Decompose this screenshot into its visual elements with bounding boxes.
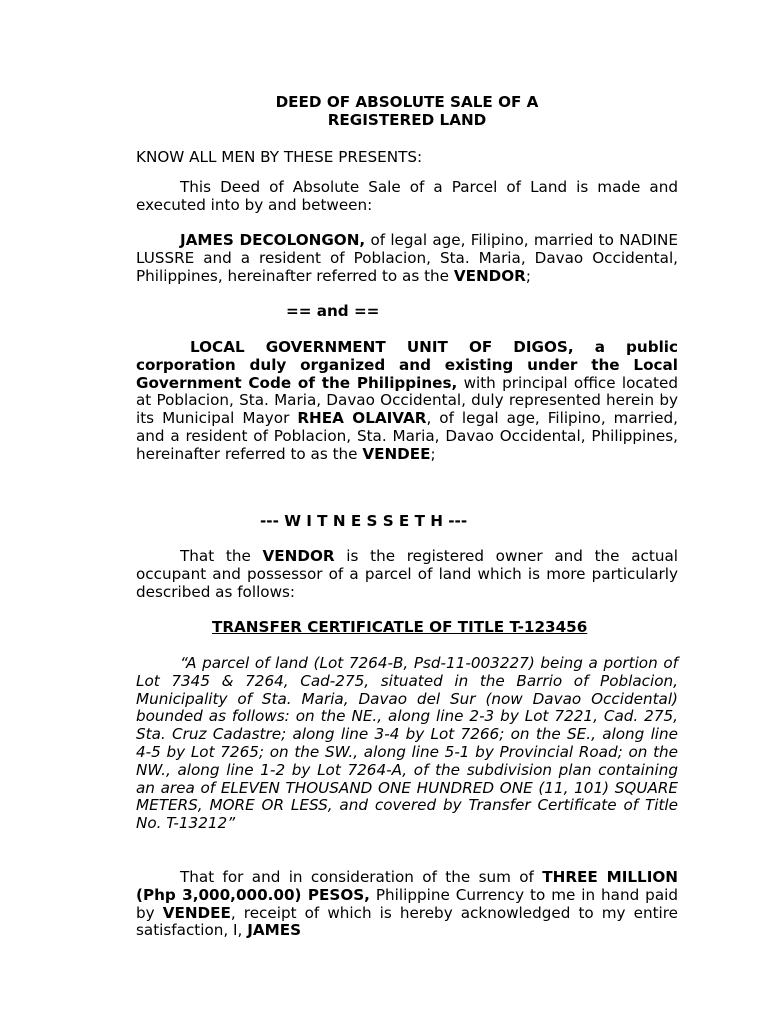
- and-separator-text: == and ==: [286, 302, 380, 320]
- vendee-paragraph: [136, 339, 678, 464]
- intro-paragraph: This Deed of Absolute Sale of a Parcel of Land is made and executed into by and between:: [136, 178, 678, 214]
- ownership-post: is the registered owner and the actual occupant and possessor of a parcel of land which is more particularly described as follows:: [136, 547, 678, 601]
- document-title-line-1: DEED OF ABSOLUTE SALE OF A: [275, 93, 539, 111]
- vendor-role: VENDOR: [453, 266, 526, 285]
- consideration-mid-1: Philippine Currency to me in hand paid by: [136, 885, 678, 922]
- consideration-name: JAMES: [247, 921, 302, 940]
- vendor-details: of legal age, Filipino, married to NADINE LUSSRE and a resident of Poblacion, Sta. Maria, Davao Occidental, Philippines, hereinafter referred to as the: [136, 231, 678, 285]
- vendor-end: ;: [525, 266, 532, 285]
- ownership-pre: That the: [180, 547, 263, 565]
- vendor-name: JAMES DECOLONGON,: [180, 231, 366, 249]
- vendee-details-2: , of legal age, Filipino, married, and a resident of Poblacion, Sta. Maria, Davao Occidental, Philippines, hereinafter referred to as the: [136, 409, 678, 463]
- and-separator: [136, 303, 678, 321]
- vendee-mayor: RHEA OLAIVAR: [297, 409, 427, 428]
- document-title-line-2: REGISTERED LAND: [327, 111, 487, 129]
- vendor-paragraph: [136, 232, 678, 285]
- consideration-amount: THREE MILLION (Php 3,000,000.00) PESOS,: [136, 868, 678, 904]
- consideration-pre: That for and in consideration of the sum of: [180, 868, 543, 886]
- vendee-details-1: with principal office located at Poblacion, Sta. Maria, Davao Occidental, duly represented herein by its Municipal Mayor: [136, 373, 678, 428]
- ownership-role: VENDOR: [262, 547, 335, 565]
- vendee-end: ;: [430, 444, 436, 463]
- land-description: “A parcel of land (Lot 7264-B, Psd-11-003227) being a portion of Lot 7345 & 7264, Cad-275, situated in the Barrio of Poblacion, Municipality of Sta. Maria, Davao del Sur (now Davao Occidental) bounded as follows: on the NE., along line 2-3 by Lot 7221, Cad. 275, Sta. Cruz Cadastre; along line 3-4 by Lot 7266; on the SE., along line 4-5 by Lot 7265; on the SW., along line 5-1 by Provincial Road; on the NW., along line 1-2 by Lot 7264-A, of the subdivision plan containing an area of ELEVEN THOUSAND ONE HUNDRED ONE (11, 101) SQUARE METERS, MORE OR LESS, and covered by Transfer Certificate of Title No. T-13212”: [136, 654, 678, 833]
- tct-heading: TRANSFER CERTIFICATLE OF TITLE T-123456: [212, 618, 588, 636]
- opening-statement: KNOW ALL MEN BY THESE PRESENTS:: [136, 148, 423, 166]
- consideration-paragraph: [136, 869, 678, 940]
- witnesseth-heading: --- W I T N E S S E T H ---: [260, 512, 468, 530]
- vendee-name: LOCAL GOVERNMENT UNIT OF DIGOS, a public corporation duly organized and existing under the Local Government Code of the Philippines,: [136, 338, 678, 392]
- ownership-paragraph: [136, 548, 678, 601]
- consideration-mid-2: , receipt of which is hereby acknowledged to my entire satisfaction, I,: [136, 903, 678, 940]
- consideration-role: VENDEE: [162, 903, 231, 922]
- vendee-role: VENDEE: [362, 444, 431, 463]
